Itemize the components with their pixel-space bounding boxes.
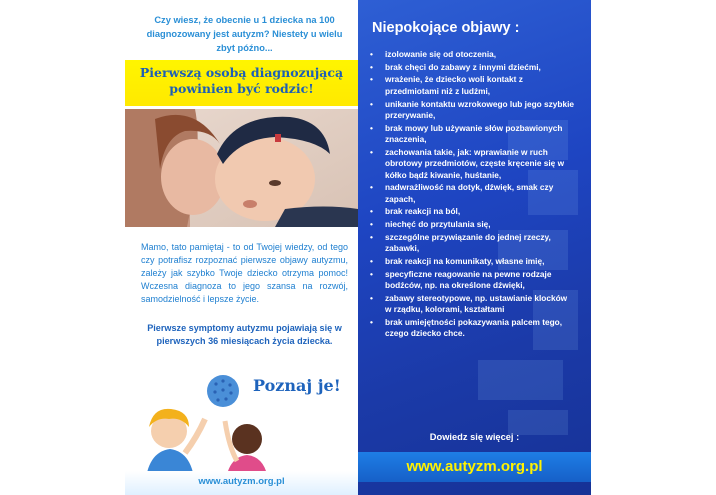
symptoms-intro: Pierwsze symptomy autyzmu pojawiają się w pierwszych 36 miesiącach życia dziecka. xyxy=(147,323,342,347)
list-item: • unikanie kontaktu wzrokowego lub jego szybkie przerywanie, xyxy=(370,98,575,120)
bullet-icon: • xyxy=(370,98,373,109)
bullet-icon: • xyxy=(370,61,373,72)
right-panel xyxy=(358,0,591,495)
list-item: • niechęć do przytulania się, xyxy=(370,219,491,230)
bullet-icon: • xyxy=(370,146,373,157)
list-item: • brak umiejętności pokazywania palcem tego, czego dziecko chce. xyxy=(370,316,563,339)
parent-paragraph: Mamo, tato pamiętaj - to od Twojej wiedzy, od tego czy potrafisz rozpoznać pierwsze objawy autyzmu, zależy jak szybko Twoje dziecko otrzyma pomoc! Wczesna diagnoza to jego szansa na rozwój, samodzielność i lepsze życie. xyxy=(141,242,348,305)
bullet-icon: • xyxy=(370,219,373,230)
left-url-link[interactable]: www.autyzm.org.pl xyxy=(198,476,285,487)
left-panel xyxy=(125,0,358,495)
list-item: • izolowanie się od otoczenia, xyxy=(370,49,497,59)
bullet-icon: • xyxy=(370,316,373,327)
poznaj-callout: Poznaj je! xyxy=(253,376,341,395)
banner-line-1: Pierwszą osobą diagnozującą xyxy=(139,65,344,80)
list-item: • zachowania takie, jak: wprawianie w ruch obrotowy przedmiotów, częste kręcenie się w kółko bądź kiwanie, huśtanie, xyxy=(370,146,565,180)
list-item: • brak chęci do zabawy z innymi dziećmi, xyxy=(370,61,541,72)
list-item: • brak reakcji na komunikaty, własne imię, xyxy=(370,255,545,266)
list-item: • nadwrażliwość na dotyk, dźwięk, smak czy zapach, xyxy=(370,182,554,204)
banner-line-2: powinien być rodzic! xyxy=(169,80,314,96)
symptoms-title: Niepokojące objawy : xyxy=(372,20,520,36)
list-item: • specyficzne reagowanie na pewne rodzaje bodźców, np. na określone dźwięki, xyxy=(370,268,552,290)
bullet-icon: • xyxy=(370,255,373,266)
bullet-icon: • xyxy=(370,49,373,59)
list-item: • szczególne przywiązanie do jednej rzeczy, zabawki, xyxy=(370,231,551,254)
bullet-icon: • xyxy=(370,122,373,133)
bullet-icon: • xyxy=(370,292,373,303)
bullet-icon: • xyxy=(370,231,373,242)
awareness-question: Czy wiesz, że obecnie u 1 dziecka na 100 diagnozowany jest autyzm? Niestety u wielu zbyt późno... xyxy=(146,15,343,53)
list-item: • brak reakcji na ból, xyxy=(370,206,461,217)
mother-baby-photo xyxy=(125,109,358,227)
bullet-icon: • xyxy=(370,74,373,85)
banner-text xyxy=(125,65,358,96)
bullet-icon: • xyxy=(370,268,373,279)
list-item: • wrażenie, że dziecko woli kontakt z przedmiotami niż z ludźmi, xyxy=(370,74,523,96)
bullet-icon: • xyxy=(370,206,373,217)
bullet-icon: • xyxy=(370,182,373,193)
list-item: • brak mowy lub używanie słów pozbawionych znaczenia, xyxy=(370,122,563,145)
symptoms-list xyxy=(370,49,575,341)
learn-more-label: Dowiedz się więcej : xyxy=(429,432,520,442)
list-item: • zabawy stereotypowe, np. ustawianie klocków w rządku, kolorami, kształtami xyxy=(370,292,568,315)
right-url-link[interactable]: www.autyzm.org.pl xyxy=(406,458,543,475)
